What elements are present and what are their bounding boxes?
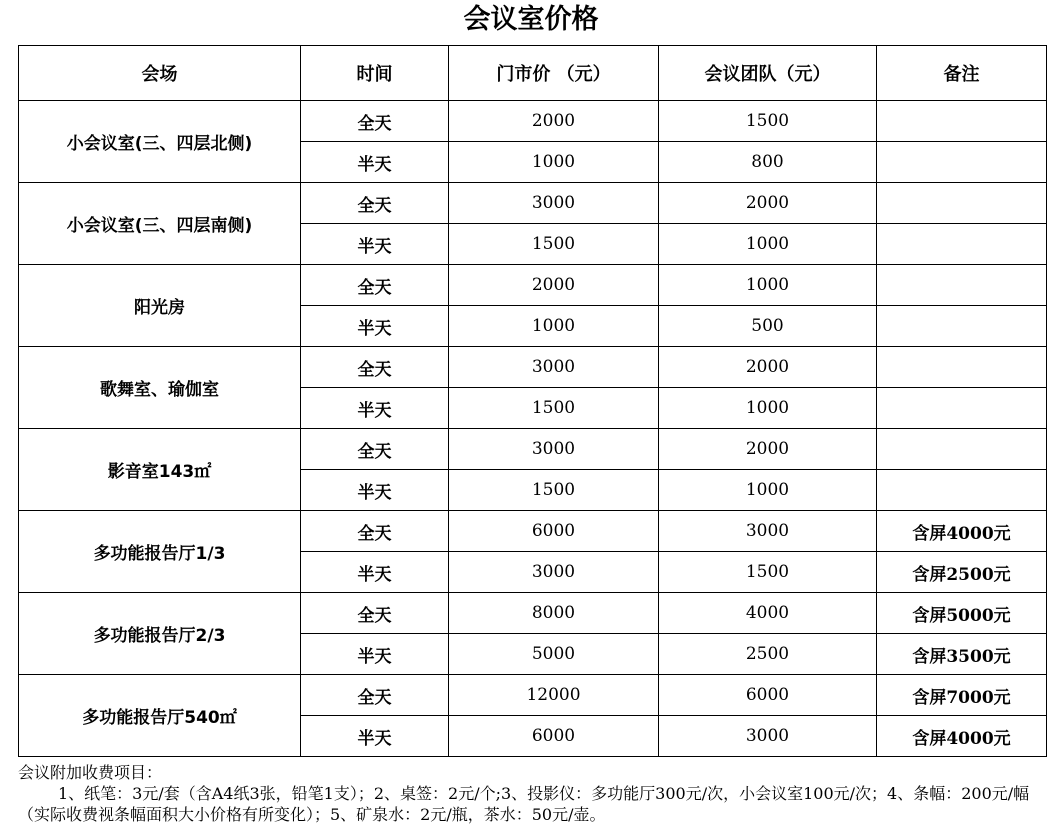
venue-name: 多功能报告厅1/3 <box>19 511 301 593</box>
retail-price-cell: 1500 <box>449 224 659 265</box>
table-row <box>19 347 1047 388</box>
duration-cell: 半天 <box>301 552 449 593</box>
note-cell: 含屏2500元 <box>877 552 1047 593</box>
retail-price-cell: 3000 <box>449 183 659 224</box>
duration-cell: 全天 <box>301 675 449 716</box>
venue-name: 多功能报告厅540㎡ <box>19 675 301 757</box>
note-cell <box>877 265 1047 306</box>
retail-price-cell: 6000 <box>449 716 659 757</box>
venue-name: 影音室143㎡ <box>19 429 301 511</box>
retail-price-cell: 1500 <box>449 388 659 429</box>
venue-name: 小会议室(三、四层北侧) <box>19 101 301 183</box>
note-cell <box>877 224 1047 265</box>
table-row <box>19 675 1047 716</box>
note-cell: 含屏4000元 <box>877 511 1047 552</box>
group-price-cell: 3000 <box>659 511 877 552</box>
page-title: 会议室价格 <box>463 4 599 35</box>
group-price-cell: 3000 <box>659 716 877 757</box>
note-cell: 含屏7000元 <box>877 675 1047 716</box>
note-cell <box>877 429 1047 470</box>
retail-price-cell: 3000 <box>449 552 659 593</box>
duration-cell: 半天 <box>301 470 449 511</box>
duration-cell: 全天 <box>301 429 449 470</box>
note-cell <box>877 470 1047 511</box>
group-price-cell: 1000 <box>659 265 877 306</box>
note-cell: 含屏4000元 <box>877 716 1047 757</box>
additional-charges <box>18 762 1052 825</box>
header-group-price: 会议团队（元） <box>659 46 877 101</box>
duration-cell: 半天 <box>301 224 449 265</box>
note-cell: 含屏3500元 <box>877 634 1047 675</box>
price-table-body <box>19 101 1047 757</box>
duration-cell: 全天 <box>301 593 449 634</box>
retail-price-cell: 1500 <box>449 470 659 511</box>
group-price-cell: 6000 <box>659 675 877 716</box>
group-price-cell: 2000 <box>659 347 877 388</box>
note-cell <box>877 101 1047 142</box>
duration-cell: 全天 <box>301 183 449 224</box>
duration-cell: 全天 <box>301 265 449 306</box>
duration-cell: 全天 <box>301 101 449 142</box>
header-retail-price: 门市价 （元） <box>449 46 659 101</box>
group-price-cell: 800 <box>659 142 877 183</box>
duration-cell: 半天 <box>301 634 449 675</box>
table-row <box>19 183 1047 224</box>
venue-name: 歌舞室、瑜伽室 <box>19 347 301 429</box>
table-row <box>19 511 1047 552</box>
table-row <box>19 265 1047 306</box>
header-note: 备注 <box>877 46 1047 101</box>
retail-price-cell: 8000 <box>449 593 659 634</box>
note-cell <box>877 347 1047 388</box>
note-cell <box>877 388 1047 429</box>
note-cell <box>877 306 1047 347</box>
group-price-cell: 1500 <box>659 552 877 593</box>
group-price-cell: 1000 <box>659 470 877 511</box>
group-price-cell: 1000 <box>659 224 877 265</box>
group-price-cell: 500 <box>659 306 877 347</box>
venue-name: 多功能报告厅2/3 <box>19 593 301 675</box>
duration-cell: 半天 <box>301 388 449 429</box>
retail-price-cell: 2000 <box>449 265 659 306</box>
additional-charges-heading: 会议附加收费项目： <box>18 763 163 782</box>
retail-price-cell: 3000 <box>449 429 659 470</box>
note-cell <box>877 142 1047 183</box>
retail-price-cell: 1000 <box>449 142 659 183</box>
table-row <box>19 593 1047 634</box>
duration-cell: 全天 <box>301 347 449 388</box>
duration-cell: 全天 <box>301 511 449 552</box>
price-table <box>18 45 1047 757</box>
retail-price-cell: 6000 <box>449 511 659 552</box>
table-row <box>19 429 1047 470</box>
duration-cell: 半天 <box>301 716 449 757</box>
venue-name: 小会议室(三、四层南侧) <box>19 183 301 265</box>
additional-charges-body: 1、纸笔：3元/套（含A4纸3张，铅笔1支）；2、桌签：2元/个;3、投影仪：多功能厅300元/次，小会议室100元/次；4、条幅：200元/幅（实际收费视条幅面积大小价格有所变化）；5、矿泉水：2元/瓶，茶水：50元/壶。 <box>18 784 1030 824</box>
retail-price-cell: 1000 <box>449 306 659 347</box>
note-cell: 含屏5000元 <box>877 593 1047 634</box>
duration-cell: 半天 <box>301 306 449 347</box>
header-row <box>19 46 1047 101</box>
group-price-cell: 2000 <box>659 429 877 470</box>
group-price-cell: 4000 <box>659 593 877 634</box>
table-row <box>19 101 1047 142</box>
venue-name: 阳光房 <box>19 265 301 347</box>
retail-price-cell: 12000 <box>449 675 659 716</box>
group-price-cell: 1500 <box>659 101 877 142</box>
retail-price-cell: 3000 <box>449 347 659 388</box>
group-price-cell: 2000 <box>659 183 877 224</box>
note-cell <box>877 183 1047 224</box>
duration-cell: 半天 <box>301 142 449 183</box>
group-price-cell: 1000 <box>659 388 877 429</box>
retail-price-cell: 2000 <box>449 101 659 142</box>
retail-price-cell: 5000 <box>449 634 659 675</box>
header-venue: 会场 <box>19 46 301 101</box>
group-price-cell: 2500 <box>659 634 877 675</box>
header-time: 时间 <box>301 46 449 101</box>
